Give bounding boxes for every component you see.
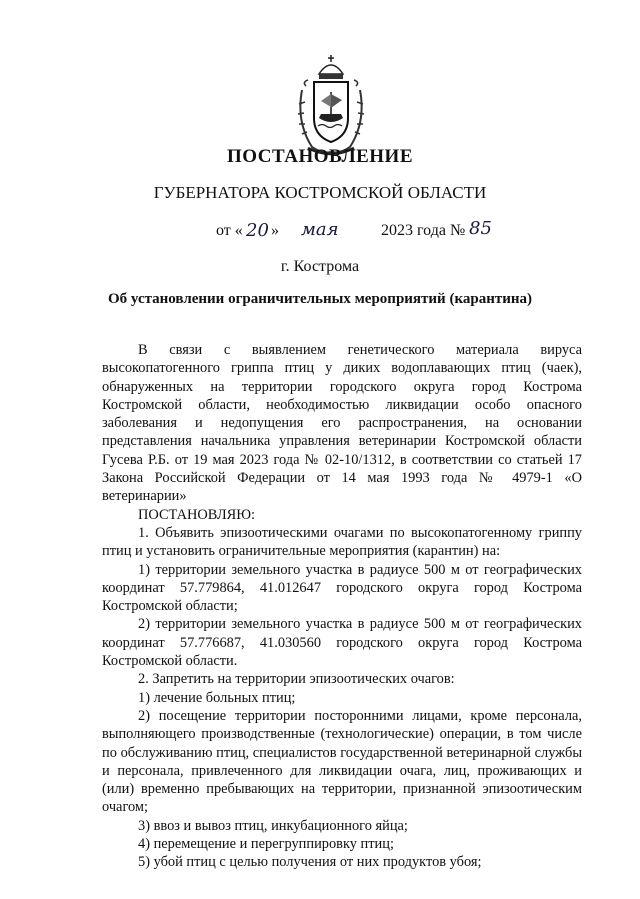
date-quote-close: » xyxy=(271,222,279,239)
date-day: 20 xyxy=(246,220,269,241)
date-month: мая xyxy=(301,219,339,240)
date-line xyxy=(216,218,492,241)
paragraph-item-2-2: 2) посещение территории посторонними лицами, кроме персонала, выполняющего производственные (технологические) операции, в том числе по обслуживанию птиц, специалистов государственной ветеринарной службы и персонала, привлеченного для ликвидации очага, лиц, проживающих и (или) временно пребывающих на территории, признанной эпизоотическим очагом; xyxy=(102,707,582,816)
paragraph-item-2: 2. Запретить на территории эпизоотических очагов: xyxy=(138,671,455,688)
paragraph-decree: ПОСТАНОВЛЯЮ: xyxy=(138,506,256,523)
coat-of-arms-emblem xyxy=(292,52,370,160)
paragraph-item-2-1: 1) лечение больных птиц; xyxy=(138,689,296,706)
document-body xyxy=(102,341,582,872)
paragraph-preamble: В связи с выявлением генетического материала вируса высокопатогенного гриппа птиц у диких водоплавающих птиц (чаек), обнаруженных на территории городского округа город Кострома Костромской области, необходимостью ликвидации особо опасного заболевания и недопущения его распространения, на основании представления начальника управления ветеринарии Костромской области Гусева Р.Б. от 19 мая 2023 года № 02-10/1312, в соответствии со статьей 17 Закона Российской Федерации от 14 мая 1993 года № 4979-1 «О ветеринарии» xyxy=(102,342,582,505)
paragraph-item-2-3: 3) ввоз и вывоз птиц, инкубационного яйца; xyxy=(138,817,408,834)
paragraph-item-1-1: 1) территории земельного участка в радиусе 500 м от географических координат 57.779864, 41.012647 городского округа город Кострома Костромской области; xyxy=(102,561,582,615)
date-year: 2023 года № xyxy=(381,222,466,239)
document-number: 85 xyxy=(469,218,492,239)
date-prefix: от « xyxy=(216,222,243,239)
paragraph-item-1: 1. Объявить эпизоотическими очагами по высокопатогенному гриппу птиц и установить ограничительные мероприятия (карантин) на: xyxy=(102,524,582,560)
paragraph-item-1-2: 2) территории земельного участка в радиусе 500 м от географических координат 57.776687, 41.030560 городского округа город Кострома Костромской области. xyxy=(102,616,582,670)
issuer-line: ГУБЕРНАТОРА КОСТРОМСКОЙ ОБЛАСТИ xyxy=(153,183,487,202)
document-heading: Об установлении ограничительных мероприятий (карантина) xyxy=(107,291,532,307)
city-line: г. Кострома xyxy=(280,258,360,275)
document-title: ПОСТАНОВЛЕНИЕ xyxy=(226,146,414,167)
paragraph-item-2-5: 5) убой птиц с целью получения от них продуктов убоя; xyxy=(138,854,482,871)
paragraph-item-2-4: 4) перемещение и перегруппировку птиц; xyxy=(138,836,394,853)
